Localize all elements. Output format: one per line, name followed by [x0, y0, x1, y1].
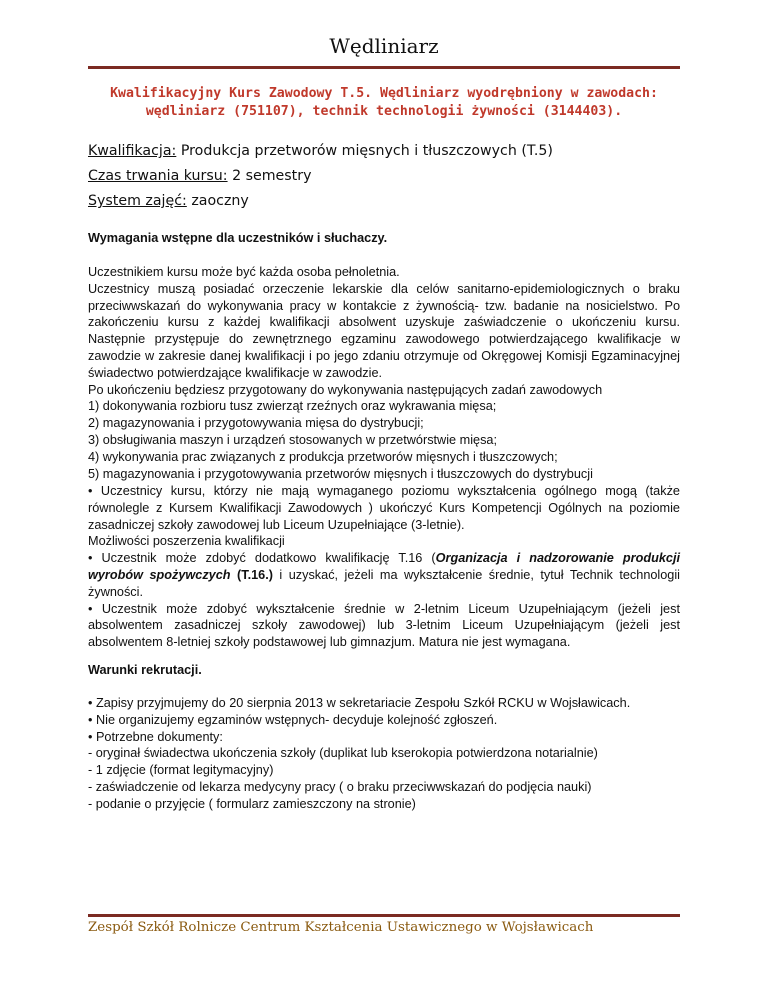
recruitment-item: • Potrzebne dokumenty:	[88, 729, 223, 744]
qualification-value: Produkcja przetworów mięsnych i tłuszczowych (T.5)	[176, 143, 553, 159]
course-title-line-2: wędliniarz (751107), technik technologii żywności (3144403).	[145, 104, 623, 119]
options-bullet-2-start: • Uczestnik może zdobyć dodatkowo kwalifikację T.16 (	[88, 551, 436, 566]
course-title	[88, 85, 680, 121]
requirements-heading-block	[88, 230, 680, 247]
recruitment-item: - 1 zdjęcie (format legitymacyjny)	[88, 763, 274, 778]
recruitment-item: - podanie o przyjęcie ( formularz zamieszczony na stronie)	[88, 796, 416, 811]
options-section	[88, 483, 680, 651]
recruitment-heading-block	[88, 662, 680, 679]
task-item: 2) magazynowania i przygotowywania mięsa do dystrybucji;	[88, 416, 424, 431]
duration-label: Czas trwania kursu:	[88, 168, 228, 184]
page-header-title: Wędliniarz	[329, 34, 439, 58]
duration-value: 2 semestry	[227, 168, 312, 184]
page-footer: Zespół Szkół Rolnicze Centrum Kształcenia Ustawicznego w Wojsławicach	[88, 920, 594, 935]
requirements-paragraph-2: Uczestnicy muszą posiadać orzeczenie lekarskie dla celów sanitarno-epidemiologicznych o braku przeciwwskazań do wykonywania pracy w kontakcie z żywnością- tzw. badanie na nosicielstwo. Po zakończeniu kursu z każdej kwalifikacji absolwent uzyskuje zaświadczenie o ukończeniu kursu. Następnie przystępuje do zewnętrznego egzaminu zawodowego potwierdzającego kwalifikacje w zawodzie w zakresie danej kwalifikacji i po jego zdaniu otrzymuje od Okręgowej Komisji Egzaminacyjnej świadectwo potwierdzające kwalifikacje w zawodzie.	[88, 281, 680, 380]
options-bullet-2-qualification-name: Organizacja i nadzorowanie produkcji wyrobów spożywczych	[88, 551, 681, 582]
system-value: zaoczny	[186, 193, 249, 209]
options-bullet-2-end: i uzyskać, jeżeli ma wykształcenie średnie, tytuł Technik technologii żywności.	[88, 567, 681, 599]
system-line	[88, 193, 249, 209]
options-bullet-1: • Uczestnicy kursu, którzy nie mają wymaganego poziomu wykształcenia ogólnego mogą (także równolegle z Kursem Kwalifikacji Zawodowych ) ukończyć Kurs Kompetencji Ogólnych na poziomie zasadniczej szkoły zawodowej lub Liceum Uzupełniające (3-letnie).	[88, 484, 680, 532]
recruitment-item: • Nie organizujemy egzaminów wstępnych- decyduje kolejność zgłoszeń.	[88, 712, 498, 727]
task-item: 3) obsługiwania maszyn i urządzeń stosowanych w przetwórstwie mięsa;	[88, 432, 497, 447]
task-item: 5) magazynowania i przygotowywania przetworów mięsnych i tłuszczowych do dystrybucji	[88, 466, 593, 481]
duration-line	[88, 168, 311, 184]
recruitment-heading: Warunki rekrutacji.	[88, 663, 202, 677]
options-bullet-3: • Uczestnik może zdobyć wykształcenie średnie w 2-letnim Liceum Uzupełniającym (jeżeli jest absolwentem zasadniczej szkoły zawodowej) lub 3-letnim Liceum Uzupełniającym (jeżeli jest absolwentem 8-letniej szkoły podstawowej lub gimnazjum. Matura nie jest wymagana.	[88, 601, 680, 650]
requirements-paragraph-1: Uczestnikiem kursu może być każda osoba pełnoletnia.	[88, 265, 400, 279]
recruitment-item: - oryginał świadectwa ukończenia szkoły (duplikat lub kserokopia potwierdzona notarialnie)	[88, 746, 598, 761]
task-item: 1) dokonywania rozbioru tusz zwierząt rzeźnych oraz wykrawania mięsa;	[88, 399, 497, 414]
requirements-paragraph-3: Po ukończeniu będziesz przygotowany do wykonywania następujących zadań zawodowych	[88, 382, 603, 397]
options-bullet-2-code: (T.16.)	[230, 567, 273, 582]
requirements-heading: Wymagania wstępne dla uczestników i słuchaczy.	[88, 231, 388, 245]
requirements-section	[88, 264, 680, 482]
footer-divider	[88, 914, 680, 917]
recruitment-item: • Zapisy przyjmujemy do 20 sierpnia 2013 w sekretariacie Zespołu Szkół RCKU w Wojsławicach.	[88, 696, 631, 710]
options-bullet-2	[88, 550, 680, 600]
qualification-label: Kwalifikacja:	[88, 143, 177, 159]
qualification-line	[88, 143, 553, 159]
task-item: 4) wykonywania prac związanych z produkcja przetworów mięsnych i tłuszczowych;	[88, 449, 558, 464]
course-title-line-1: Kwalifikacyjny Kurs Zawodowy T.5. Wędliniarz wyodrębniony w zawodach:	[110, 86, 658, 101]
extension-label: Możliwości poszerzenia kwalifikacji	[88, 534, 285, 549]
recruitment-section	[88, 695, 680, 813]
recruitment-item: - zaświadczenie od lekarza medycyny pracy ( o braku przeciwwskazań do podjęcia nauki)	[88, 779, 592, 794]
header-divider	[88, 66, 680, 69]
system-label: System zajęć:	[88, 193, 187, 209]
